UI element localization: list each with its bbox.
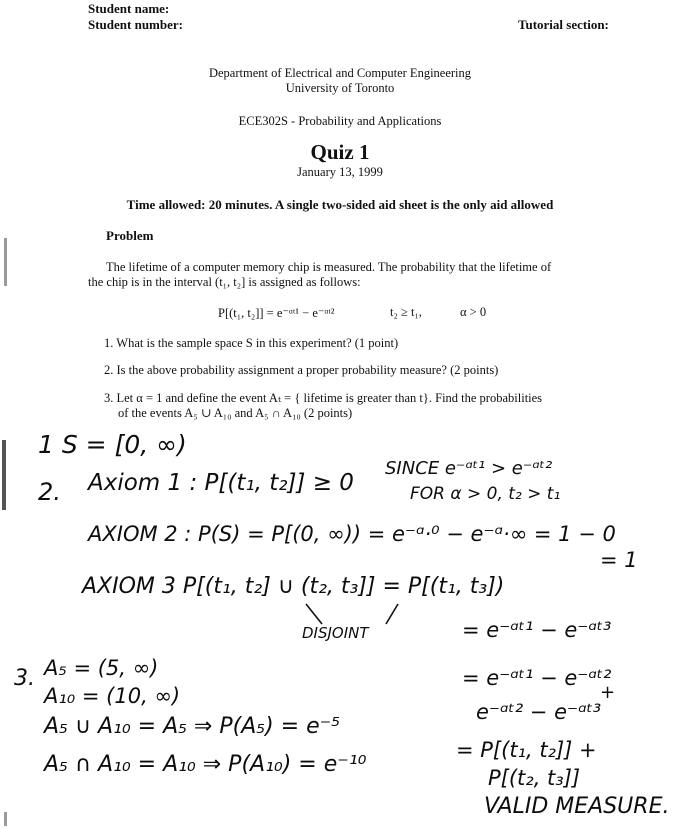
time-allowed: Time allowed: 20 minutes. A single two-sided aid sheet is the only aid allowed [126,197,554,212]
valid-measure-conclusion: VALID MEASURE. [484,794,670,819]
student-number-label: Student number: [88,17,183,32]
axiom-1-since: SINCE e⁻ᵅᵗ¹ > e⁻ᵅᵗ² [385,458,553,479]
axiom-2-result: = 1 [600,548,638,572]
question-2: 2. Is the above probability assignment a proper probability measure? (2 points) [104,363,499,377]
scan-margin-mark [2,440,6,510]
tutorial-section-label: Tutorial section: [518,17,609,32]
axiom-2: AXIOM 2 : P(S) = P[(0, ∞)) = e⁻ᵅ·⁰ − e⁻ᵅ·∞ = 1 − 0 [88,522,616,546]
department: Department of Electrical and Computer Engineering [208,66,472,80]
axiom-1-condition: FOR α > 0, t₂ > t₁ [410,484,561,504]
axiom-3-step-4: = P[(t₁, t₂]] + [456,738,597,762]
axiom-3-step-5: P[(t₂, t₃]] [488,766,581,790]
axiom-3: AXIOM 3 P[(t₁, t₂] ∪ (t₂, t₃]] = P[(t₁, t₃]) [82,574,505,599]
question-1: 1. What is the sample space S in this experiment? (1 point) [104,336,399,350]
formula-condition-alpha: α > 0 [460,305,487,319]
problem-heading: Problem [106,228,154,243]
student-name-label: Student name: [88,1,170,16]
event-a10: A₁₀ = (10, ∞) [44,684,181,708]
problem-intro-line2: the chip is in the interval (t₁, t₂] is assigned as follows: [88,275,361,289]
axiom-3-step-3: e⁻ᵅᵗ² − e⁻ᵅᵗ³ [476,700,602,724]
course-title: ECE302S - Probability and Applications [238,114,442,128]
axiom-3-step-2: = e⁻ᵅᵗ¹ − e⁻ᵅᵗ² [462,666,612,690]
question-3-line1: 3. Let α = 1 and define the event Aₜ = { lifetime is greater than t}. Find the probabilities [104,391,543,405]
event-a5: A₅ = (5, ∞) [44,656,159,680]
answer-3-label: 3. [14,666,35,691]
quiz-title: Quiz 1 [310,140,370,164]
answer-2-label: 2. [38,478,61,506]
axiom-3-step-2-plus: + [600,682,616,703]
university: University of Toronto [285,81,395,95]
disjoint-note: DISJOINT [302,624,369,642]
intersection-answer: A₅ ∩ A₁₀ = A₁₀ ⇒ P(A₁₀) = e⁻¹⁰ [44,752,367,777]
problem-intro-line1: The lifetime of a computer memory chip is measured. The probability that the lifetime of [106,260,552,274]
quiz-date: January 13, 1999 [297,165,383,179]
scan-margin-mark [4,238,7,286]
answer-1: 1 S = [0, ∞) [38,430,187,459]
question-3-line2: of the events A₅ ∪ A₁₀ and A₅ ∩ A₁₀ (2 points) [118,406,353,420]
formula-condition-t: t₂ ≥ t₁, [390,305,422,319]
union-answer: A₅ ∪ A₁₀ = A₅ ⇒ P(A₅) = e⁻⁵ [44,714,341,739]
axiom-3-step-1: = e⁻ᵅᵗ¹ − e⁻ᵅᵗ³ [462,618,612,642]
axiom-1: Axiom 1 : P[(t₁, t₂]] ≥ 0 [88,470,354,496]
scan-margin-mark [4,812,7,826]
probability-formula: P[(t₁, t₂]] = e⁻ᵅᵗ¹ − e⁻ᵅᵗ² [218,306,335,320]
